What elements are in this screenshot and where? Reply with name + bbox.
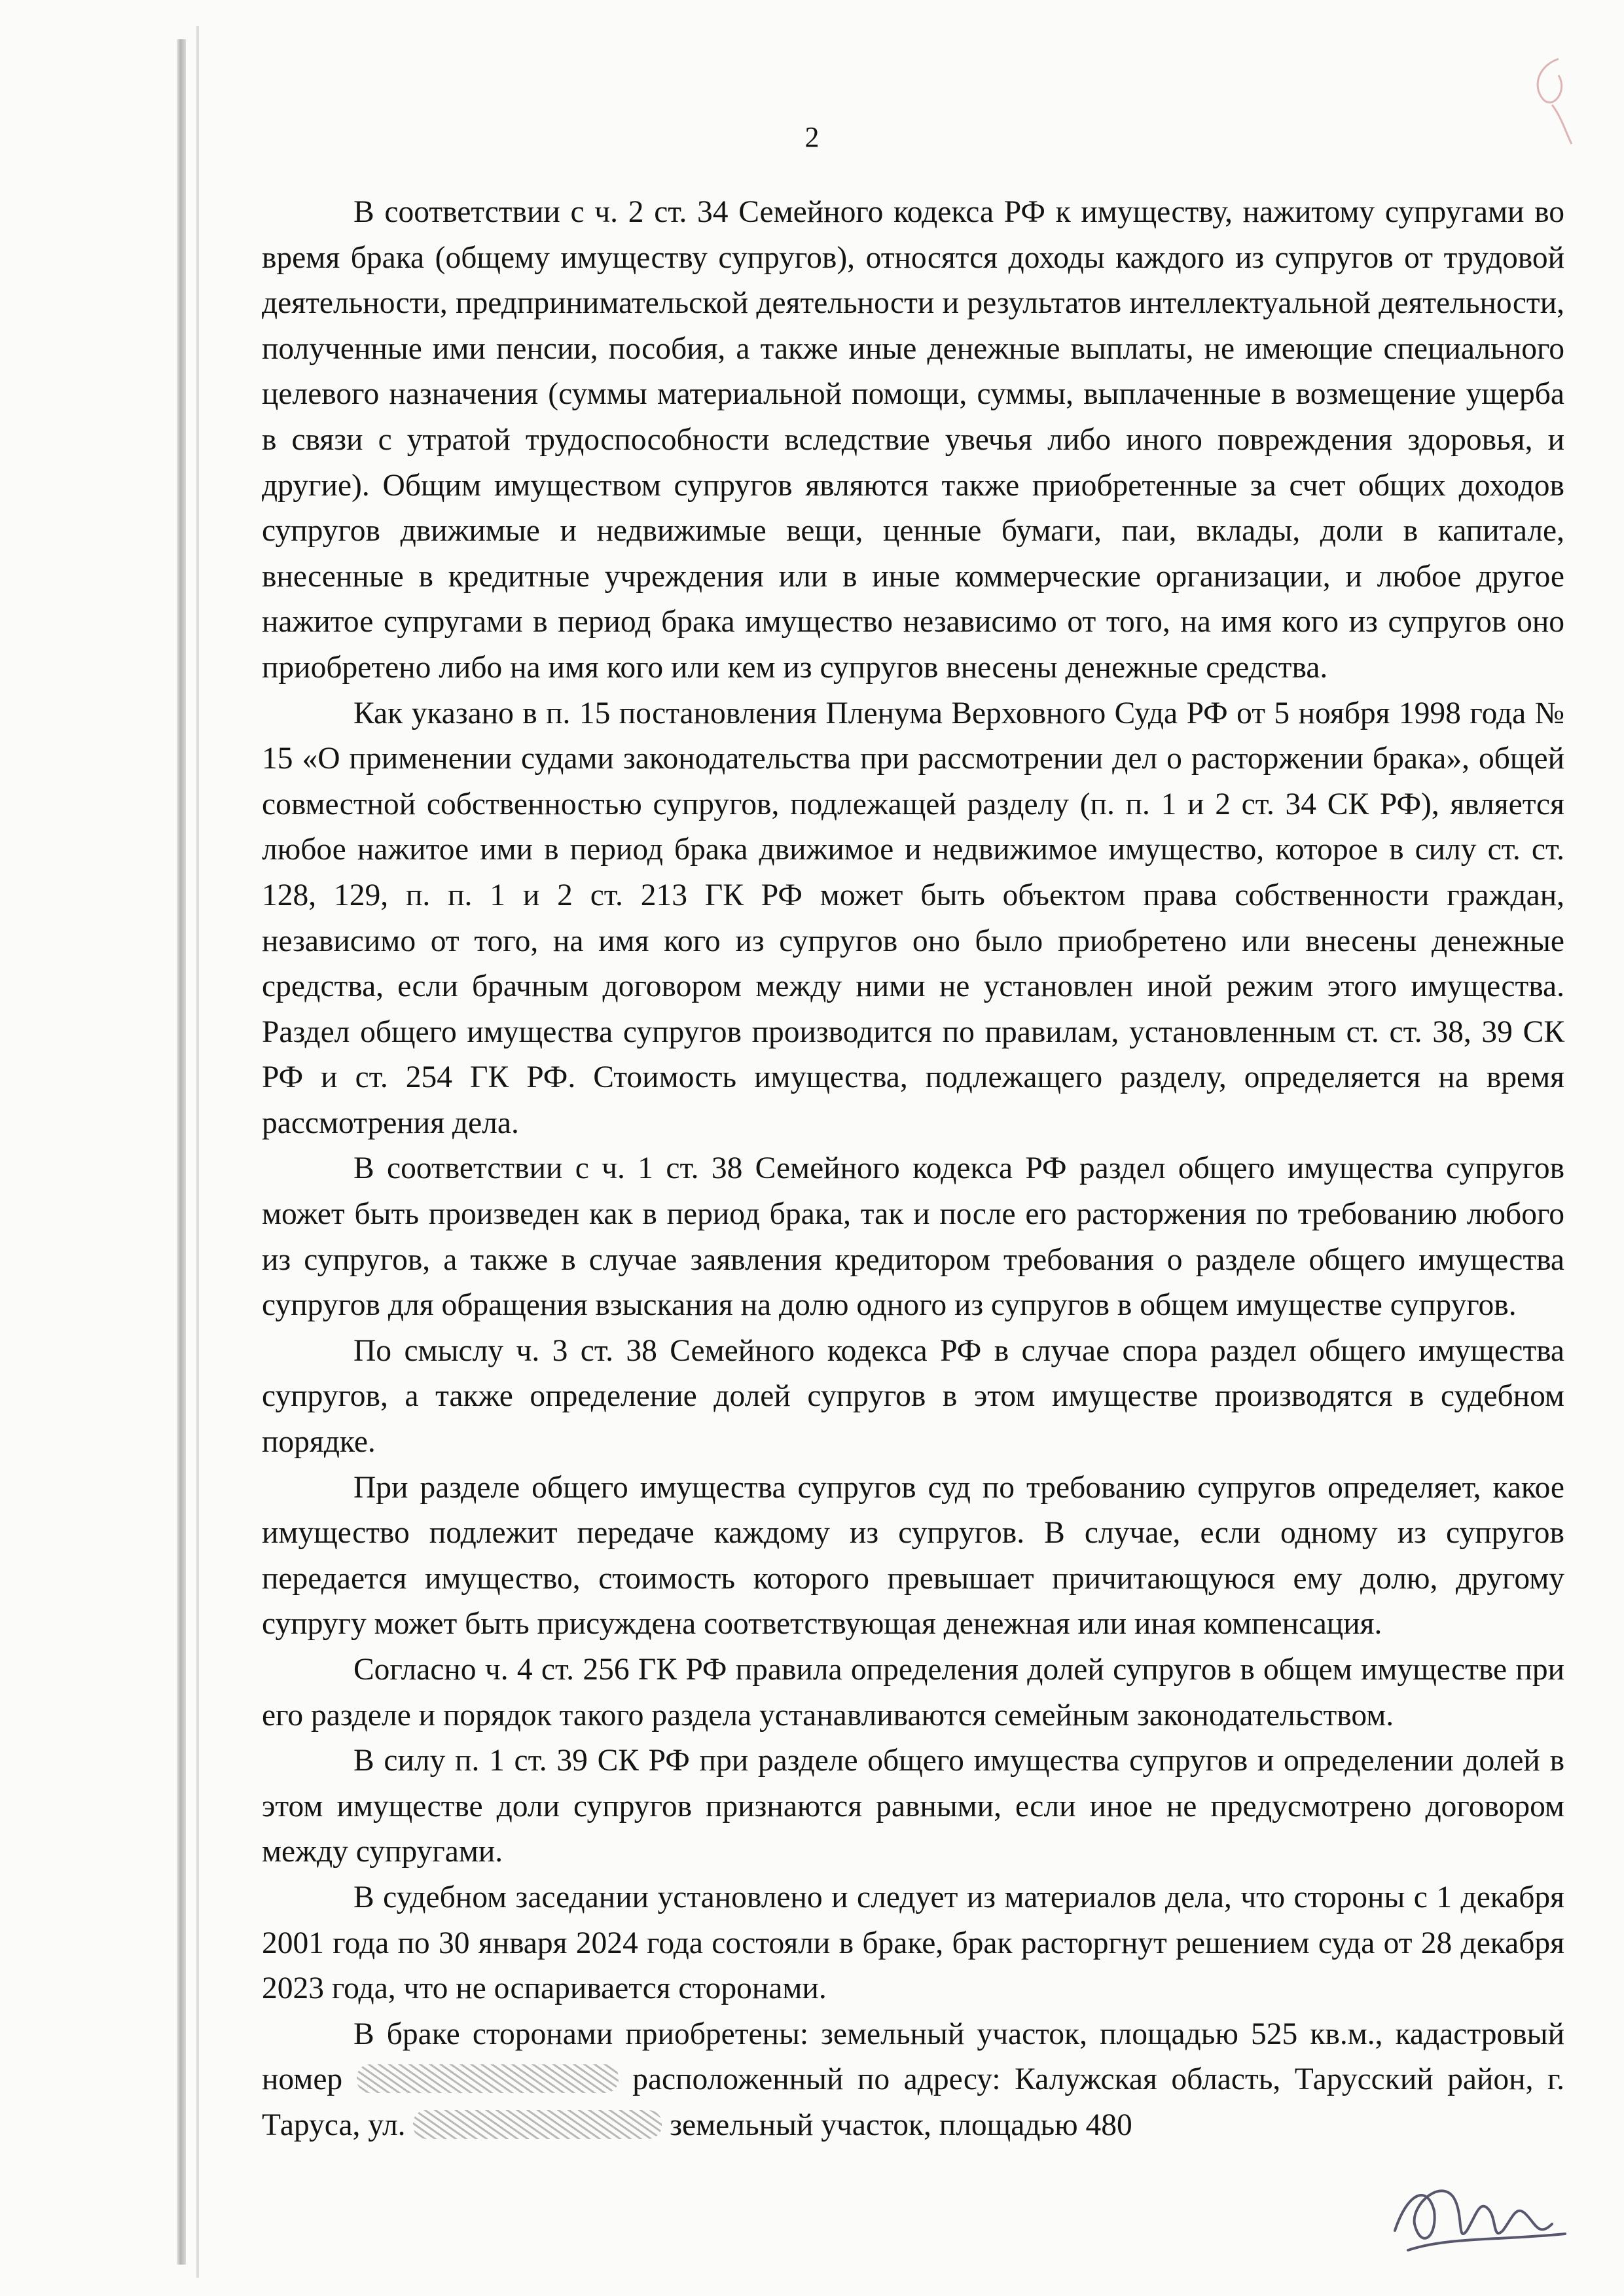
paragraph: В судебном заседании установлено и следует из материалов дела, что стороны с 1 декабря 2001 года по 30 января 2024 года состояли в браке, брак расторгнут решением суда от 28 декабря 2023 года, что не оспаривается сторонами. xyxy=(262,1880,1564,2006)
paragraph: Согласно ч. 4 ст. 256 ГК РФ правила определения долей супругов в общем имуществе при его разделе и порядок такого раздела устанавливаются семейным законодательством. xyxy=(262,1653,1564,1732)
paragraph: Как указано в п. 15 постановления Пленума Верховного Суда РФ от 5 ноября 1998 года № 15 «О применении судами законодательства при рассмотрении дел о расторжении брака», общей совместной собственностью супругов, подлежащей разделу (п. п. 1 и 2 ст. 34 СК РФ), является любое нажитое ими в период брака движимое и недвижимое имущество, которое в силу ст. ст. 128, 129, п. п. 1 и 2 ст. 213 ГК РФ может быть объектом права собственности граждан, независимо от того, на имя кого из супругов оно было приобретено или внесены денежные средства, если брачным договором между ними не установлен иной режим этого имущества. Раздел общего имущества супругов производится по правилам, установленным ст. ст. 38, 39 СК РФ и ст. 254 ГК РФ. Стоимость имущества, подлежащего разделу, определяется на время рассмотрения дела. xyxy=(262,696,1564,1140)
paragraph: По смыслу ч. 3 ст. 38 Семейного кодекса РФ в случае спора раздел общего имущества супругов, а также определение долей супругов в этом имуществе производятся в судебном порядке. xyxy=(262,1333,1564,1460)
paragraph-text: земельный участок, площадью 480 xyxy=(670,2108,1132,2142)
paragraph-text: В браке сторонами приобретены: земельный участок, площадью 525 кв.м., кадастровый номер xyxy=(262,2017,1564,2097)
document-body xyxy=(262,190,1564,2149)
binding-edge xyxy=(177,39,186,2265)
redacted-address xyxy=(413,2110,662,2139)
paragraph-text: расположенный по адресу: Калужская область, Тарусский район, г. Таруса, ул. xyxy=(262,2062,1564,2142)
page-number: 2 xyxy=(804,121,820,153)
paragraph-property xyxy=(262,2012,1564,2149)
paragraph: В соответствии с ч. 1 ст. 38 Семейного кодекса РФ раздел общего имущества супругов может быть произведен как в период брака, так и после его расторжения по требованию любого из супругов, а также в случае заявления кредитором требования о разделе общего имущества супругов для обращения взыскания на долю одного из супругов в общем имуществе супругов. xyxy=(262,1151,1564,1323)
paragraph: В соответствии с ч. 2 ст. 34 Семейного кодекса РФ к имуществу, нажитому супругами во время брака (общему имуществу супругов), относятся доходы каждого из супругов от трудовой деятельности, предпринимательской деятельности и результатов интеллектуальной деятельности, полученные ими пенсии, пособия, а также иные денежные выплаты, не имеющие специального целевого назначения (суммы материальной помощи, суммы, выплаченные в возмещение ущерба в связи с утратой трудоспособности вследствие увечья либо иного повреждения здоровья, и другие). Общим имуществом супругов являются также приобретенные за счет общих доходов супругов движимые и недвижимые вещи, ценные бумаги, паи, вклады, доли в капитале, внесенные в кредитные учреждения или в иные коммерческие организации, и любое другое нажитое супругами в период брака имущество независимо от того, на имя кого из супругов оно приобретено либо на имя кого или кем из супругов внесены денежные средства. xyxy=(262,195,1564,685)
binding-edge-line xyxy=(196,26,199,2278)
paragraph: При разделе общего имущества супругов суд по требованию супругов определяет, какое имущество подлежит передаче каждому из супругов. В случае, если одному из супругов передается имущество, стоимость которого превышает причитающуюся ему долю, другому супругу может быть присуждена соответствующая денежная или иная компенсация. xyxy=(262,1470,1564,1641)
handwritten-signature xyxy=(1382,2152,1578,2283)
paragraph: В силу п. 1 ст. 39 СК РФ при разделе общего имущества супругов и определении долей в этом имуществе доли супругов признаются равными, если иное не предусмотрено договором между супругами. xyxy=(262,1744,1564,1869)
redacted-cadastral-number xyxy=(357,2064,619,2093)
